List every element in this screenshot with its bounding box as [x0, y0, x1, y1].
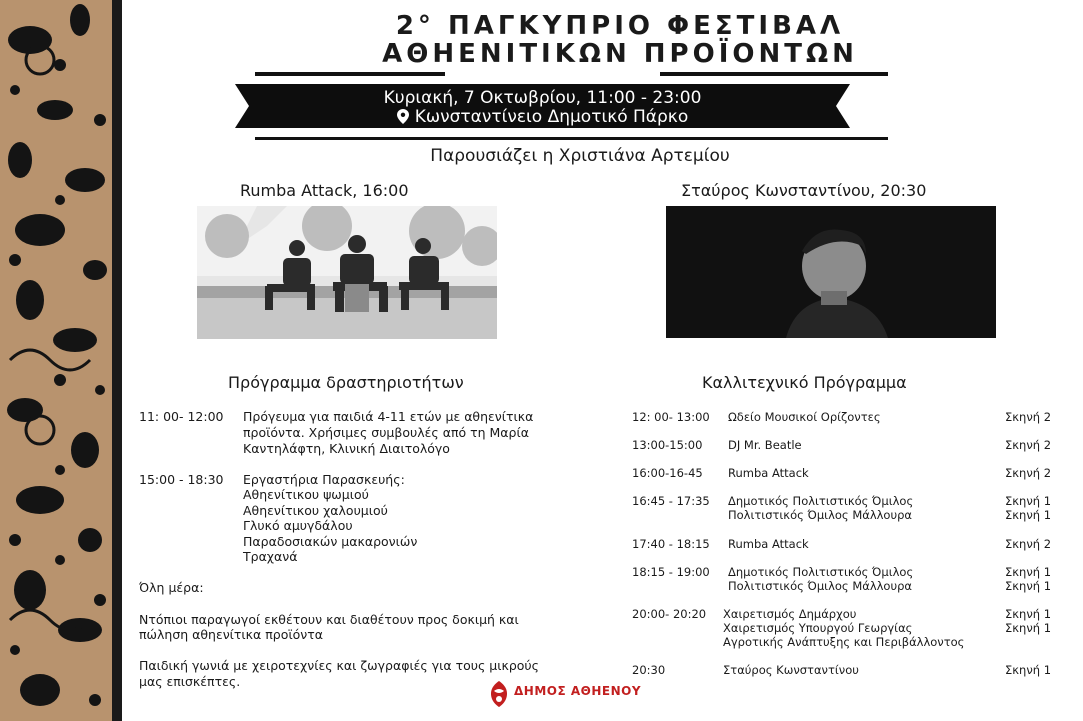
- schedule-act: Χαιρετισμός Υπουργού Γεωργίας: [723, 621, 913, 635]
- schedule-act: Σταύρος Κωνσταντίνου: [723, 663, 859, 677]
- performer-caption-stavros: Σταύρος Κωνσταντίνου, 20:30: [681, 181, 927, 200]
- schedule-stage: Σκηνή 1: [1005, 494, 1052, 508]
- producers-line1: Ντόπιοι παραγωγοί εκθέτουν και διαθέτουν προς δοκιμή και: [139, 612, 519, 627]
- municipality-name: ΔΗΜΟΣ ΑΘΗΕΝΟΥ: [514, 684, 642, 698]
- schedule-stage: Σκηνή 1: [1005, 579, 1052, 593]
- event-venue-text: Κωνσταντίνειο Δημοτικό Πάρκο: [414, 107, 689, 127]
- schedule-time: 20:00- 20:20: [632, 607, 707, 621]
- kids-corner-line2: μας επισκέπτες.: [139, 674, 241, 689]
- rumba-attack-photo: [197, 206, 497, 339]
- schedule-time: 16:00-16-45: [632, 466, 703, 480]
- workshop-item: Αθηενίτικου χαλουμιού: [243, 503, 388, 518]
- title-rule-right: [660, 72, 888, 76]
- workshop-item: Τραχανά: [243, 549, 298, 564]
- workshop-item: Παραδοσιακών μακαρονιών: [243, 534, 418, 549]
- schedule-stage: Σκηνή 2: [1005, 466, 1052, 480]
- municipality-logo-icon: [486, 679, 512, 709]
- decorative-side-strip: [0, 0, 122, 721]
- schedule-act: Πολιτιστικός Όμιλος Μάλλουρα: [728, 508, 912, 522]
- festival-title-line1: 2° ΠΑΓΚΥΠΡΙΟ ΦΕΣΤΙΒΑΛ: [395, 11, 845, 41]
- schedule-time: 17:40 - 18:15: [632, 537, 710, 551]
- activity-time-workshops: 15:00 - 18:30: [139, 472, 224, 487]
- activity-workshops-title: Εργαστήρια Παρασκευής:: [243, 472, 405, 487]
- schedule-stage: Σκηνή 1: [1005, 508, 1052, 522]
- schedule-act: Rumba Attack: [728, 537, 809, 551]
- all-day-label: Όλη μέρα:: [139, 580, 204, 595]
- activity-breakfast-line2: προϊόντα. Χρήσιμες συμβουλές από τη Μαρία: [243, 425, 529, 440]
- farm-pattern-icon: [0, 0, 122, 721]
- artistic-program-heading: Καλλιτεχνικό Πρόγραμμα: [702, 373, 907, 392]
- schedule-time: 20:30: [632, 663, 666, 677]
- producers-line2: πώληση αθηενίτικα προϊόντα: [139, 627, 323, 642]
- schedule-stage: Σκηνή 2: [1005, 410, 1052, 424]
- schedule-act: Rumba Attack: [728, 466, 809, 480]
- schedule-stage: Σκηνή 2: [1005, 537, 1052, 551]
- presenter-line: Παρουσιάζει η Χριστιάνα Αρτεμίου: [430, 146, 730, 166]
- schedule-act: Δημοτικός Πολιτιστικός Όμιλος: [728, 494, 914, 508]
- strip-edge: [112, 0, 122, 721]
- kids-corner-line1: Παιδική γωνιά με χειροτεχνίες και ζωγραφιές για τους μικρούς: [139, 658, 539, 673]
- schedule-act: Χαιρετισμός Δημάρχου: [723, 607, 857, 621]
- stavros-konstantinou-photo: [666, 206, 996, 338]
- event-venue: [235, 107, 850, 127]
- schedule-time: 12: 00- 13:00: [632, 410, 710, 424]
- title-rule-left: [255, 72, 445, 76]
- schedule-act: Δημοτικός Πολιτιστικός Όμιλος: [728, 565, 914, 579]
- ribbon-underline: [255, 137, 888, 140]
- schedule-act: Ωδείο Μουσικοί Ορίζοντες: [728, 410, 881, 424]
- festival-title-line2: ΑΘΗΕΝΙΤΙΚΩΝ ΠΡΟΪΟΝΤΩΝ: [382, 39, 858, 69]
- activity-breakfast-line3: Καντηλάφτη, Κλινική Διαιτολόγο: [243, 441, 450, 456]
- schedule-act: Πολιτιστικός Όμιλος Μάλλουρα: [728, 579, 912, 593]
- schedule-act: DJ Mr. Beatle: [728, 438, 802, 452]
- schedule-stage: Σκηνή 1: [1005, 607, 1052, 621]
- location-pin-icon: [397, 109, 409, 124]
- schedule-time: 18:15 - 19:00: [632, 565, 710, 579]
- schedule-stage: Σκηνή 1: [1005, 663, 1052, 677]
- activities-heading: Πρόγραμμα δραστηριοτήτων: [228, 373, 464, 392]
- activity-time-breakfast: 11: 00- 12:00: [139, 409, 224, 424]
- workshop-item: Γλυκό αμυγδάλου: [243, 518, 353, 533]
- schedule-stage: Σκηνή 2: [1005, 438, 1052, 452]
- schedule-stage: Σκηνή 1: [1005, 621, 1052, 635]
- event-date-time: Κυριακή, 7 Οκτωβρίου, 11:00 - 23:00: [383, 88, 702, 108]
- schedule-stage: Σκηνή 1: [1005, 565, 1052, 579]
- schedule-time: 16:45 - 17:35: [632, 494, 710, 508]
- performer-caption-rumba: Rumba Attack, 16:00: [240, 181, 409, 200]
- schedule-act: Αγροτικής Ανάπτυξης και Περιβάλλοντος: [723, 635, 965, 649]
- schedule-time: 13:00-15:00: [632, 438, 703, 452]
- activity-breakfast-line1: Πρόγευμα για παιδιά 4-11 ετών με αθηενίτικα: [243, 409, 534, 424]
- workshop-item: Αθηενίτικου ψωμιού: [243, 487, 369, 502]
